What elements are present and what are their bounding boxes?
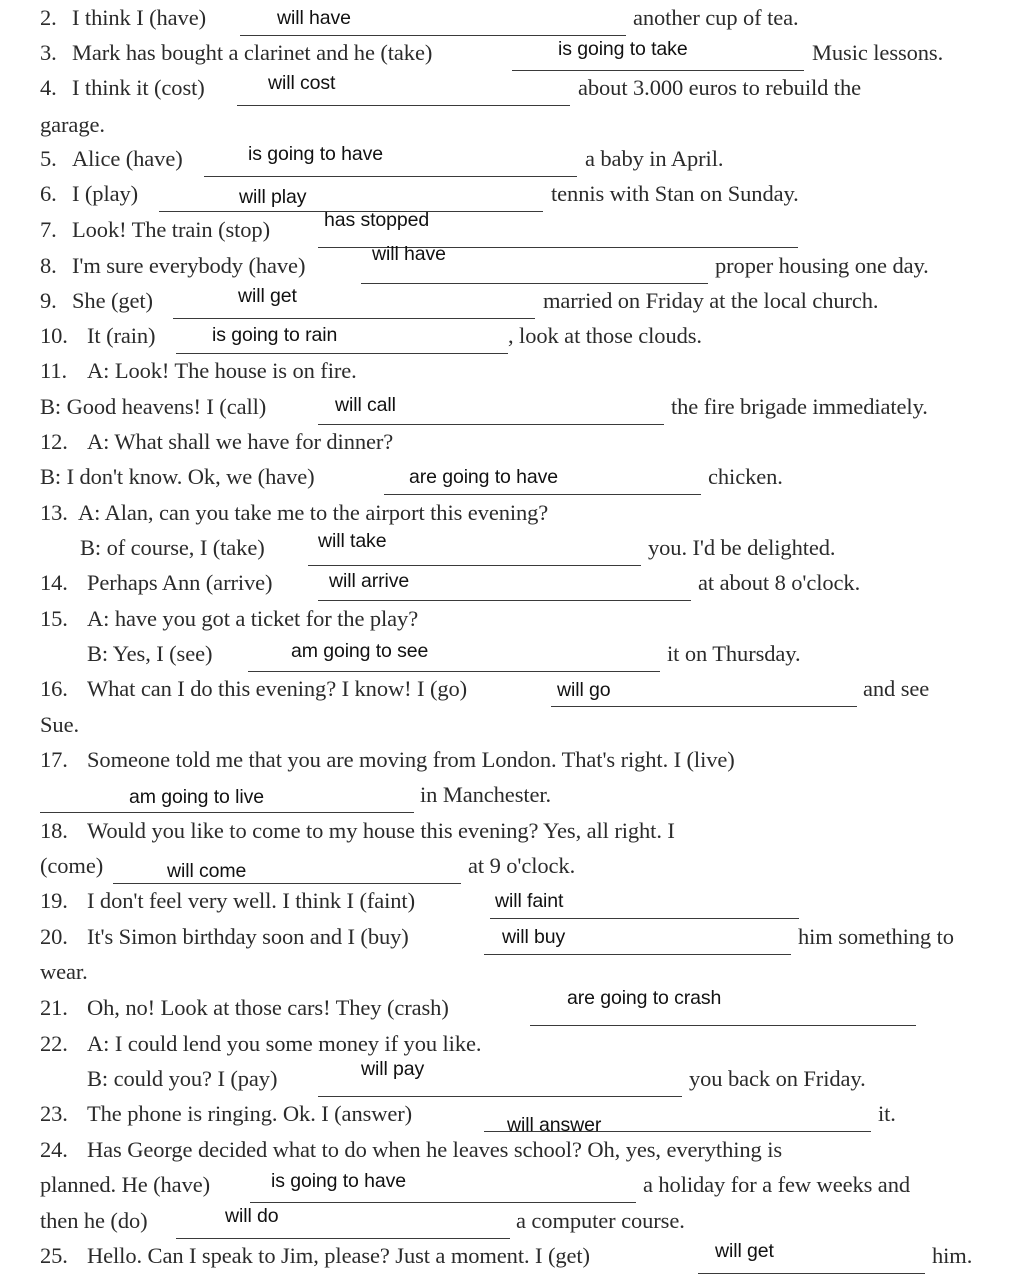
prompt-tail: him. xyxy=(932,1243,973,1268)
prompt-text: planned. He (have) xyxy=(40,1172,210,1197)
answer-text: are going to crash xyxy=(567,987,722,1009)
prompt-text: It (rain) xyxy=(87,323,156,348)
answer-text: am going to live xyxy=(129,786,264,808)
prompt-tail: chicken. xyxy=(708,464,783,489)
answer-text: will arrive xyxy=(329,570,410,592)
prompt-tail: tennis with Stan on Sunday. xyxy=(551,181,799,206)
item-number: 9. xyxy=(40,288,57,313)
answer-text: is going to have xyxy=(248,143,383,165)
item-number: 7. xyxy=(40,217,57,242)
answer-text: will call xyxy=(335,394,396,416)
prompt-text: B: Good heavens! I (call) xyxy=(40,394,267,419)
answer-text: will get xyxy=(238,285,297,307)
prompt-tail: at about 8 o'clock. xyxy=(698,570,861,595)
item-number: 18. xyxy=(40,818,68,843)
prompt-text: I think I (have) xyxy=(72,5,206,30)
prompt-tail: the fire brigade immediately. xyxy=(671,394,928,419)
answer-text: will answer xyxy=(507,1114,602,1136)
answer-text: am going to see xyxy=(291,640,429,662)
answer-text: will have xyxy=(372,243,446,265)
prompt-tail: a computer course. xyxy=(516,1208,685,1233)
answer-text: will pay xyxy=(361,1058,425,1080)
prompt-text: A: Look! The house is on fire. xyxy=(87,358,357,383)
prompt-tail: him something to xyxy=(798,924,954,949)
prompt-text: I think it (cost) xyxy=(72,75,205,100)
prompt-tail: Music lessons. xyxy=(812,40,944,65)
prompt-text: Perhaps Ann (arrive) xyxy=(87,570,273,595)
answer-text: is going to have xyxy=(271,1170,406,1192)
prompt-text: Hello. Can I speak to Jim, please? Just a moment. I (get) xyxy=(87,1243,590,1268)
prompt-text: A: Alan, can you take me to the airport this evening? xyxy=(78,500,549,525)
prompt-text: Would you like to come to my house this evening? Yes, all right. I xyxy=(87,818,675,843)
prompt-text: Someone told me that you are moving from London. That's right. I (live) xyxy=(87,747,735,772)
prompt-text: B: Yes, I (see) xyxy=(87,641,213,666)
prompt-text: B: could you? I (pay) xyxy=(87,1066,278,1091)
answer-blank[interactable] xyxy=(113,848,461,884)
answer-text: will buy xyxy=(502,926,566,948)
prompt-text: Alice (have) xyxy=(72,146,183,171)
answer-text: is going to rain xyxy=(212,324,338,346)
answer-text: will play xyxy=(239,186,307,208)
item-number: 25. xyxy=(40,1243,68,1268)
item-number: 13. xyxy=(40,500,68,525)
item-number: 10. xyxy=(40,323,68,348)
answer-text: is going to take xyxy=(558,38,688,60)
item-number: 24. xyxy=(40,1137,68,1162)
prompt-tail: , look at those clouds. xyxy=(508,323,702,348)
prompt-text: Oh, no! Look at those cars! They (crash) xyxy=(87,995,449,1020)
prompt-continuation: wear. xyxy=(40,959,88,984)
answer-text: will faint xyxy=(495,890,564,912)
item-number: 4. xyxy=(40,75,57,100)
prompt-text: A: I could lend you some money if you like. xyxy=(87,1031,482,1056)
prompt-tail: about 3.000 euros to rebuild the xyxy=(578,75,861,100)
prompt-text: I'm sure everybody (have) xyxy=(72,253,306,278)
answer-text: will come xyxy=(167,860,247,882)
item-number: 5. xyxy=(40,146,57,171)
item-number: 15. xyxy=(40,606,68,631)
answer-text: will take xyxy=(318,530,387,552)
item-number: 3. xyxy=(40,40,57,65)
item-number: 19. xyxy=(40,888,68,913)
answer-blank[interactable] xyxy=(159,176,543,212)
item-number: 23. xyxy=(40,1101,68,1126)
answer-blank[interactable] xyxy=(173,283,535,319)
prompt-tail: at 9 o'clock. xyxy=(468,853,576,878)
prompt-text: Mark has bought a clarinet and he (take) xyxy=(72,40,433,65)
prompt-text: What can I do this evening? I know! I (go) xyxy=(87,676,468,701)
prompt-tail: and see xyxy=(863,676,930,701)
item-number: 17. xyxy=(40,747,68,772)
prompt-tail: married on Friday at the local church. xyxy=(543,288,879,313)
answer-text: are going to have xyxy=(409,466,558,488)
item-number: 2. xyxy=(40,5,57,30)
prompt-text: B: I don't know. Ok, we (have) xyxy=(40,464,315,489)
prompt-text: (come) xyxy=(40,853,104,878)
answer-text: will have xyxy=(277,7,351,29)
answer-text: has stopped xyxy=(324,209,430,231)
prompt-text: She (get) xyxy=(72,288,153,313)
prompt-text: B: of course, I (take) xyxy=(80,535,265,560)
prompt-text: then he (do) xyxy=(40,1208,148,1233)
item-number: 6. xyxy=(40,181,57,206)
prompt-text: Has George decided what to do when he leaves school? Oh, yes, everything is xyxy=(87,1137,783,1162)
answer-text: will cost xyxy=(268,72,336,94)
prompt-text: I (play) xyxy=(72,181,139,206)
prompt-text: Look! The train (stop) xyxy=(72,217,270,242)
prompt-tail: another cup of tea. xyxy=(633,5,799,30)
prompt-tail: you back on Friday. xyxy=(689,1066,866,1091)
prompt-tail: in Manchester. xyxy=(420,782,552,807)
prompt-text: A: What shall we have for dinner? xyxy=(87,429,394,454)
answer-text: will go xyxy=(557,679,611,701)
prompt-text: A: have you got a ticket for the play? xyxy=(87,606,419,631)
prompt-tail: you. I'd be delighted. xyxy=(648,535,836,560)
item-number: 22. xyxy=(40,1031,68,1056)
prompt-continuation: garage. xyxy=(40,112,105,137)
prompt-text: I don't feel very well. I think I (faint) xyxy=(87,888,415,913)
prompt-tail: it. xyxy=(878,1101,896,1126)
prompt-continuation: Sue. xyxy=(40,712,79,737)
item-number: 14. xyxy=(40,570,68,595)
answer-text: will do xyxy=(225,1205,279,1227)
prompt-tail: a holiday for a few weeks and xyxy=(643,1172,910,1197)
item-number: 16. xyxy=(40,676,68,701)
prompt-tail: proper housing one day. xyxy=(715,253,929,278)
answer-text: will get xyxy=(715,1240,774,1262)
item-number: 12. xyxy=(40,429,68,454)
prompt-tail: a baby in April. xyxy=(585,146,724,171)
prompt-text: The phone is ringing. Ok. I (answer) xyxy=(87,1101,413,1126)
prompt-text: It's Simon birthday soon and I (buy) xyxy=(87,924,409,949)
prompt-tail: it on Thursday. xyxy=(667,641,801,666)
item-number: 20. xyxy=(40,924,68,949)
item-number: 21. xyxy=(40,995,68,1020)
item-number: 8. xyxy=(40,253,57,278)
item-number: 11. xyxy=(40,358,67,383)
